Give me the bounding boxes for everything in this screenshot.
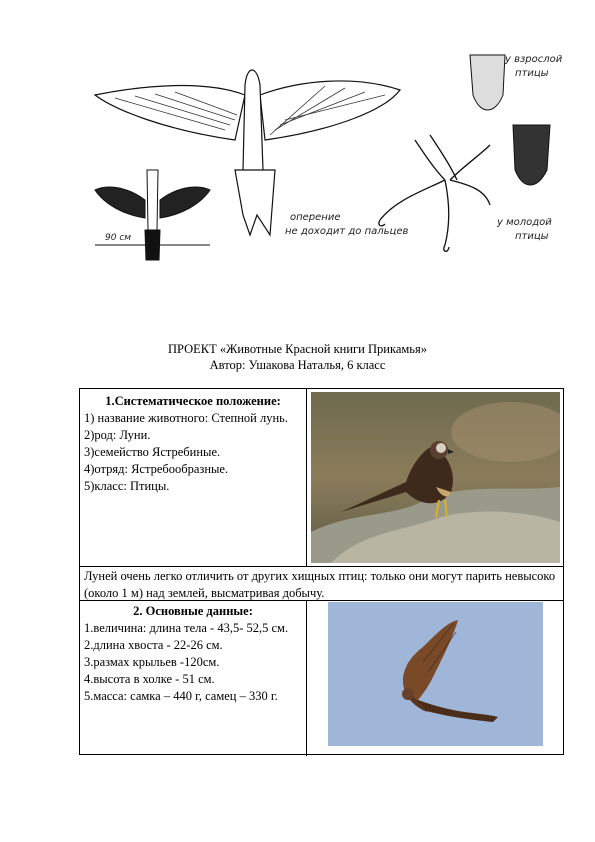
section1-heading: 1.Систематическое положение:	[105, 394, 281, 408]
small-bird-drawing	[95, 170, 210, 260]
adult-feather-drawing	[470, 55, 505, 110]
adult-bird-label: у взрослой птицы	[505, 54, 563, 79]
list-item: 4)отряд: Ястребообразные.	[84, 462, 229, 476]
young-bird-label: у молодой птицы	[497, 217, 552, 242]
list-item: 3)семейство Ястребиные.	[84, 445, 221, 459]
list-item: 3.размах крыльев -120см.	[84, 655, 220, 669]
list-item: 5)класс: Птицы.	[84, 479, 170, 493]
section2-heading: 2. Основные данные:	[133, 604, 253, 618]
young-feather-drawing	[513, 125, 550, 185]
project-title: ПРОЕКТ «Животные Красной книги Прикамья»	[168, 342, 427, 356]
list-item: 5.масса: самка – 440 г, самец – 330 г.	[84, 689, 278, 703]
list-item: 1) название животного: Степной лунь.	[84, 411, 288, 425]
info-table	[79, 388, 564, 755]
size-label: 90 см	[105, 233, 132, 243]
systematic-position-cell	[84, 393, 302, 495]
list-item: 2)род: Луни.	[84, 428, 151, 442]
flying-harrier-photo	[328, 602, 543, 746]
basic-data-cell	[84, 603, 302, 705]
list-item: 4.высота в холке - 51 см.	[84, 672, 215, 686]
author-line: Автор: Ушакова Наталья, 6 класс	[209, 358, 386, 372]
flight-note: Луней очень легко отличить от других хищных птиц: только они могут парить невысоко (около 1 м) над землей, высматривая добычу.	[84, 569, 556, 600]
list-item: 2.длина хвоста - 22-26 см.	[84, 638, 223, 652]
perched-harrier-photo	[311, 392, 560, 563]
feathering-label: оперение не доходит до пальцев	[285, 212, 409, 237]
harrier-sketch-illustration	[85, 40, 575, 280]
list-item: 1.величина: длина тела - 43,5- 52,5 см.	[84, 621, 289, 635]
